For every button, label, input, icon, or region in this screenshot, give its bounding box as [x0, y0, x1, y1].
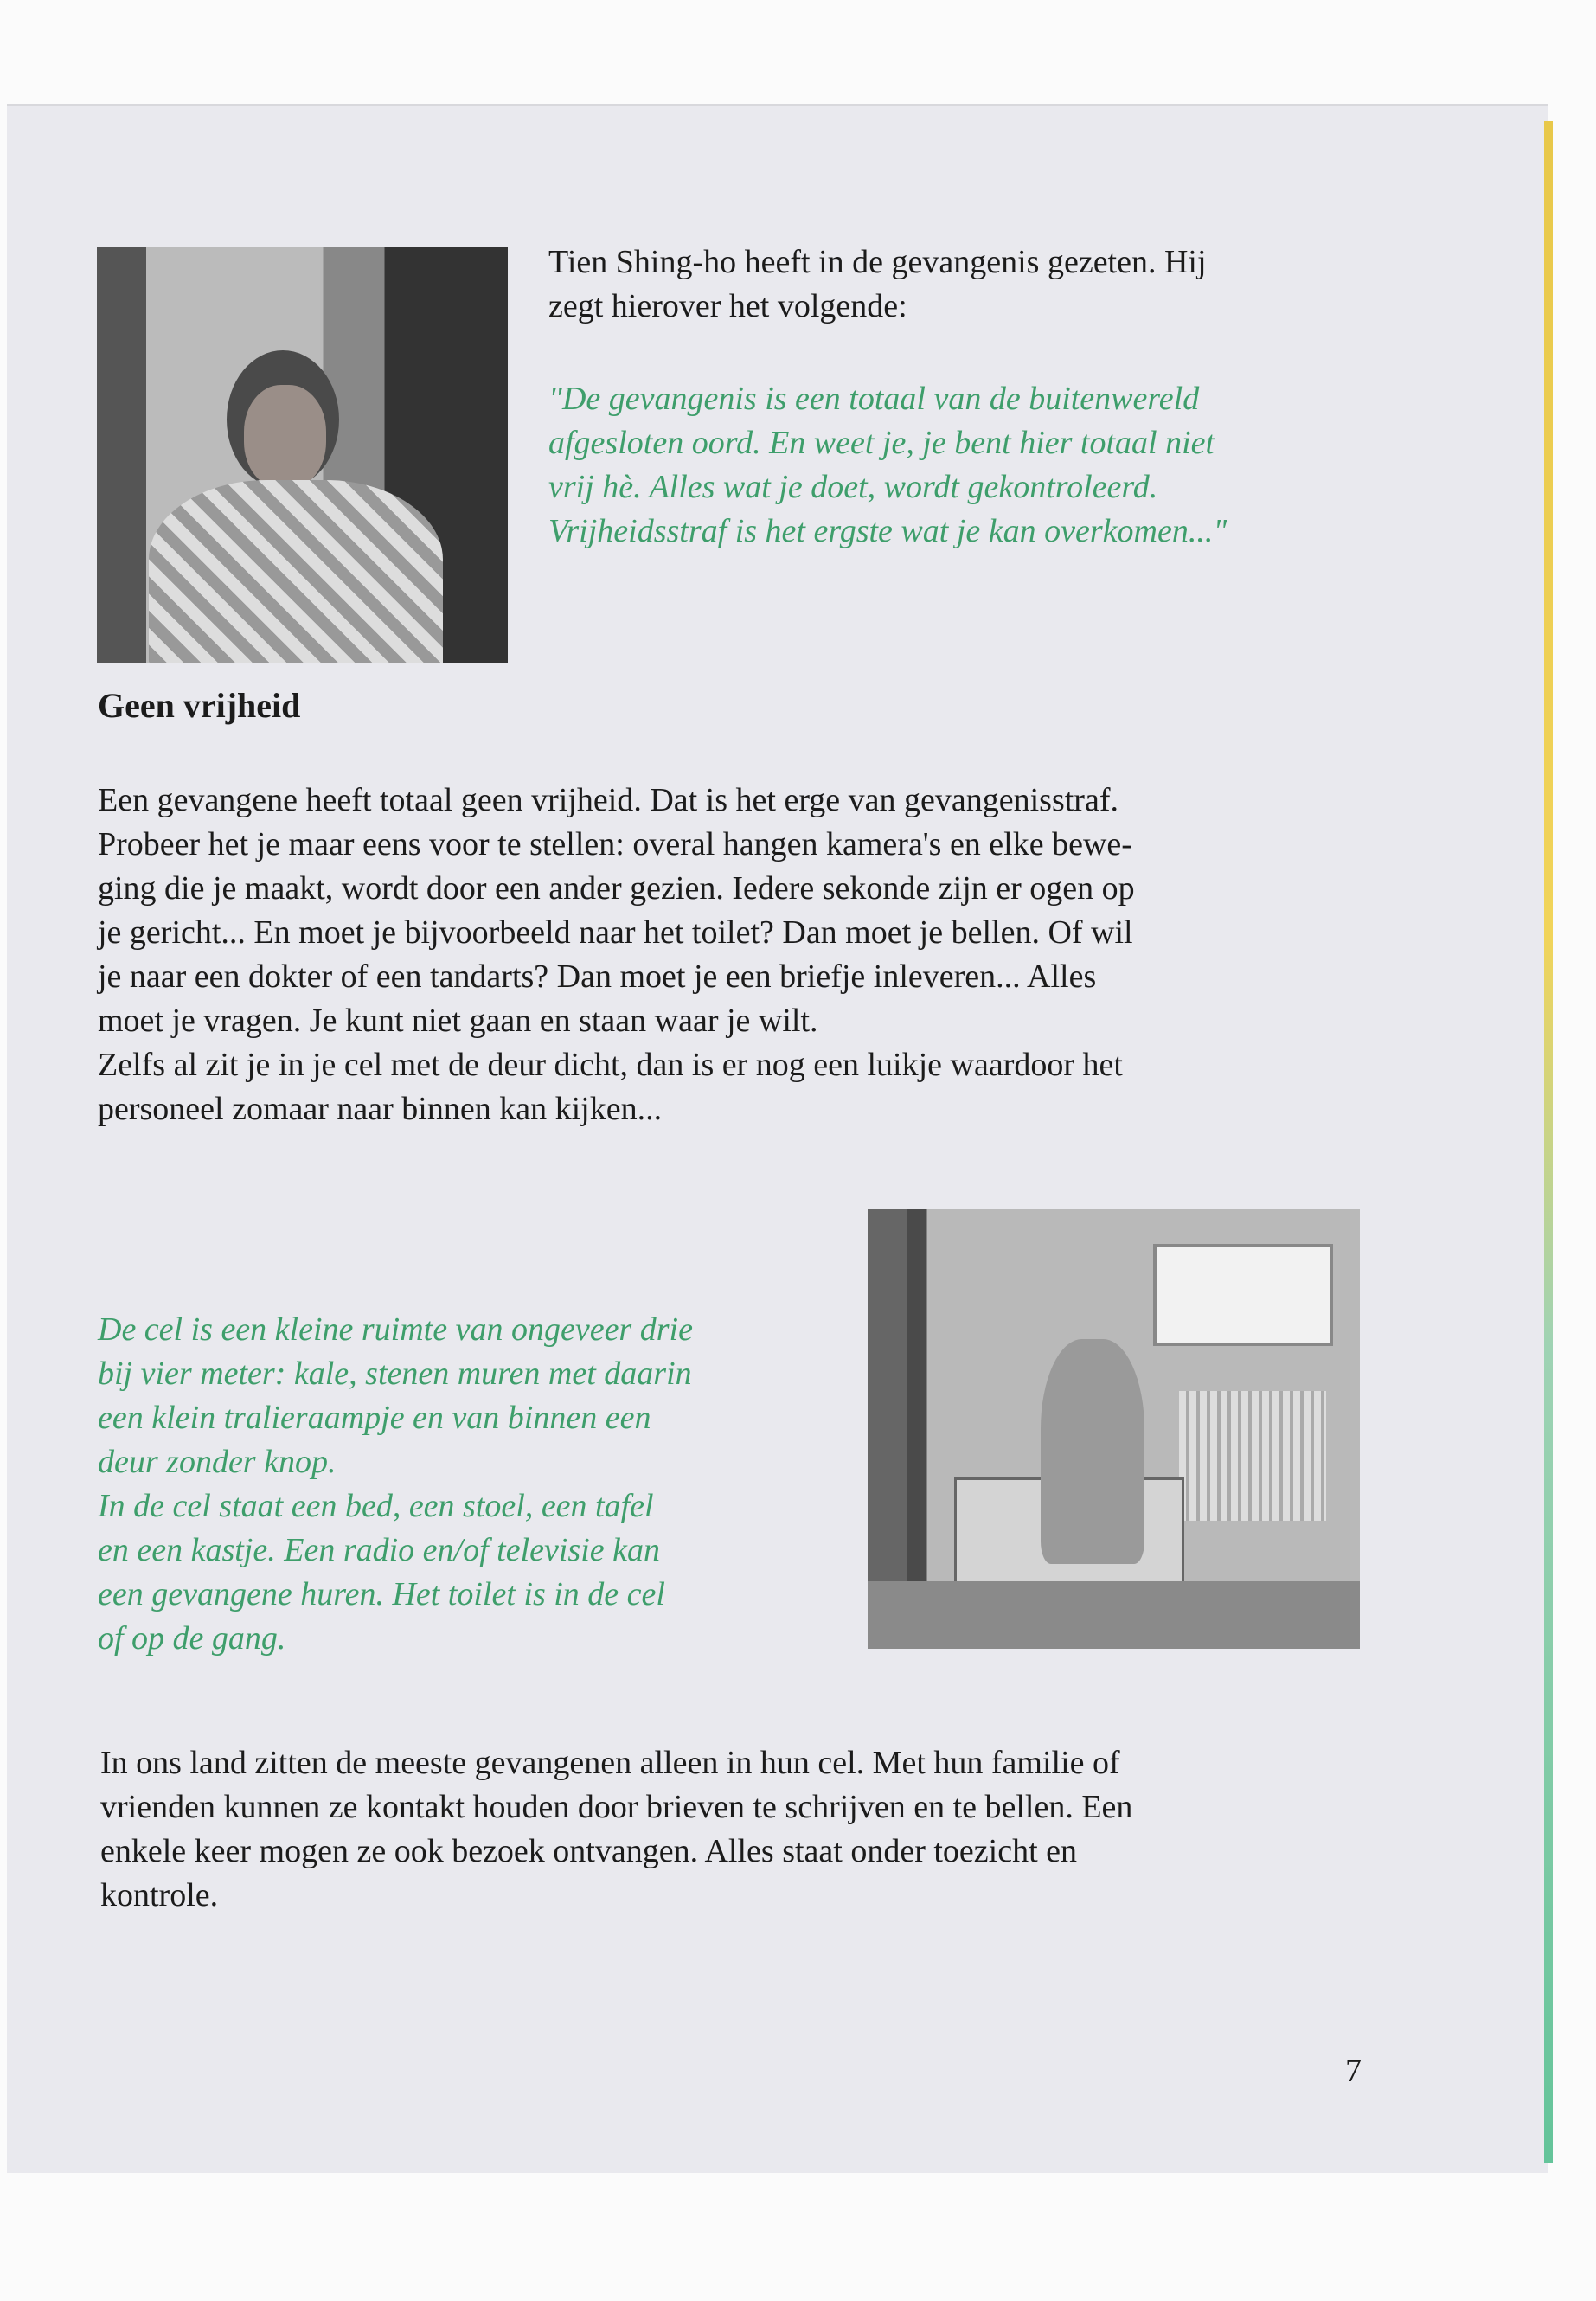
cell-line: In de cel staat een bed, een stoel, een tafel	[98, 1488, 654, 1524]
cell-description	[98, 1308, 693, 1661]
page-edge	[1544, 121, 1553, 2163]
closing-text	[100, 1741, 1132, 1918]
closing-line: kontrole.	[100, 1877, 219, 1913]
quote-line: vrij hè. Alles wat je doet, wordt gekontroleerd.	[548, 469, 1158, 505]
photo-radiator	[1179, 1391, 1326, 1521]
body-line: Probeer het je maar eens voor te stellen: overal hangen kamera's en elke bewe-	[98, 826, 1132, 862]
portrait-photo	[97, 247, 508, 663]
photo-window	[1153, 1244, 1333, 1346]
body-line: moet je vragen. Je kunt niet gaan en staan waar je wilt.	[98, 1003, 818, 1039]
photo-floor	[868, 1581, 1360, 1649]
body-line: personeel zomaar naar binnen kan kijken...	[98, 1091, 663, 1127]
quote-text	[548, 377, 1227, 554]
section-heading: Geen vrijheid	[98, 686, 301, 725]
page-number: 7	[1345, 2053, 1362, 2089]
cell-line: deur zonder knop.	[98, 1444, 337, 1480]
cell-line: een klein tralieraampje en van binnen een	[98, 1400, 651, 1436]
cell-line: een gevangene huren. Het toilet is in de cel	[98, 1576, 665, 1612]
body-line: je naar een dokter of een tandarts? Dan moet je een briefje inleveren... Alles	[98, 958, 1097, 995]
cell-line: of op de gang.	[98, 1620, 286, 1657]
quote-line: Vrijheidsstraf is het ergste wat je kan overkomen..."	[548, 513, 1227, 549]
cell-line: en een kastje. Een radio en/of televisie kan	[98, 1532, 660, 1568]
closing-line: vrienden kunnen ze kontakt houden door brieven te schrijven en te bellen. Een	[100, 1789, 1133, 1825]
body-line: je gericht... En moet je bijvoorbeeld naar het toilet? Dan moet je bellen. Of wil	[98, 914, 1133, 951]
photo-shirt	[149, 480, 443, 663]
body-line: ging die je maakt, wordt door een ander gezien. Iedere sekonde zijn er ogen op	[98, 870, 1135, 907]
quote-line: afgesloten oord. En weet je, je bent hier totaal niet	[548, 425, 1215, 461]
closing-line: In ons land zitten de meeste gevangenen alleen in hun cel. Met hun familie of	[100, 1745, 1120, 1781]
body-text	[98, 779, 1135, 1131]
prison-cell-photo	[868, 1209, 1360, 1649]
photo-man	[1041, 1339, 1144, 1564]
intro-line: zegt hierover het volgende:	[548, 288, 907, 324]
quote-line: "De gevangenis is een totaal van de buitenwereld	[548, 381, 1200, 417]
intro-text	[548, 240, 1207, 329]
cell-line: De cel is een kleine ruimte van ongeveer drie	[98, 1311, 693, 1348]
intro-line: Tien Shing-ho heeft in de gevangenis gezeten. Hij	[548, 244, 1207, 280]
body-line: Een gevangene heeft totaal geen vrijheid. Dat is het erge van gevangenisstraf.	[98, 782, 1118, 818]
photo-face	[244, 385, 326, 489]
closing-line: enkele keer mogen ze ook bezoek ontvangen. Alles staat onder toezicht en	[100, 1833, 1077, 1869]
body-line: Zelfs al zit je in je cel met de deur dicht, dan is er nog een luikje waardoor het	[98, 1047, 1123, 1083]
cell-line: bij vier meter: kale, stenen muren met daarin	[98, 1356, 692, 1392]
